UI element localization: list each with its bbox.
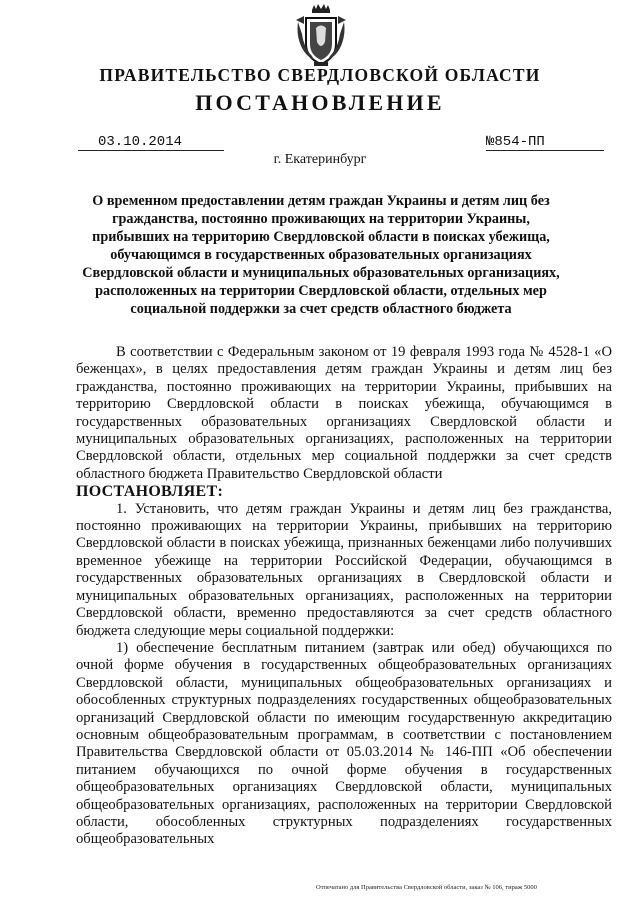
document-date: 03.10.2014 [78,134,224,151]
print-footer: Отпечатано для Правительства Свердловской области, заказ № 106, тираж 5000 [316,884,537,891]
document-city: г. Екатеринбург [273,152,367,167]
preamble-paragraph: В соответствии с Федеральным законом от 19 февраля 1993 года № 4528-1 «О беженцах», в целях предоставления детям граждан Украины и детям лиц без гражданства, постоянно проживающих на территории Украины, прибывших на территорию Свердловской области в поисках убежища, обучающимся в государственных образовательных организациях Свердловской области и муниципальных образовательных организациях, расположенных на территории Свердловской области, отдельных мер социальной поддержки за счет средств областного бюджета Правительство Свердловской области [76,344,612,482]
document-title: О временном предоставлении детям граждан Украины и детям лиц без гражданства, постоянно проживающих на территории Украины, прибывших на территорию Свердловской области в поисках убежища, обучающимся в государственных образовательных организациях Свердловской области и муниципальных образовательных организациях, расположенных на территории Свердловской области, отдельных мер социальной поддержки за счет средств областного бюджета [82,193,560,317]
document-body [76,344,612,849]
coat-of-arms-icon [294,4,348,68]
document-type: ПОСТАНОВЛЕНИЕ [195,90,445,115]
government-name: ПРАВИТЕЛЬСТВО СВЕРДЛОВСКОЙ ОБЛАСТИ [99,65,541,85]
resolves-heading: ПОСТАНОВЛЯЕТ: [76,483,224,501]
document-number: №854-ПП [486,134,604,151]
subpoint-1-paragraph: 1) обеспечение бесплатным питанием (завтрак или обед) обучающихся по очной форме обучения в государственных общеобразовательных организациях Свердловской области, муниципальных общеобразовательных организациях и обособленных структурных подразделениях государственных общеобразовательных организаций Свердловской области по имеющим государственную аккредитацию основным общеобразовательным программам, в соответствии с постановлением Правительства Свердловской области от 05.03.2014 № 146-ПП «Об обеспечении питанием обучающихся по очной форме обучения в государственных общеобразовательных организациях Свердловской области, муниципальных общеобразовательных организациях, расположенных на территории Свердловской области, обособленных структурных подразделениях государственных общеобразовательных [76,639,612,848]
point-1-paragraph: 1. Установить, что детям граждан Украины и детям лиц без гражданства, постоянно проживающих на территории Украины, прибывших на территорию Свердловской области в поисках убежища, признанных беженцами либо получивших временное убежище на территории Российской Федерации, обучающимся в государственных образовательных организациях в Свердловской области и муниципальных образовательных организациях, расположенных на территории Свердловской области, временно предоставляются за счет средств областного бюджета следующие меры социальной поддержки: [76,500,612,639]
